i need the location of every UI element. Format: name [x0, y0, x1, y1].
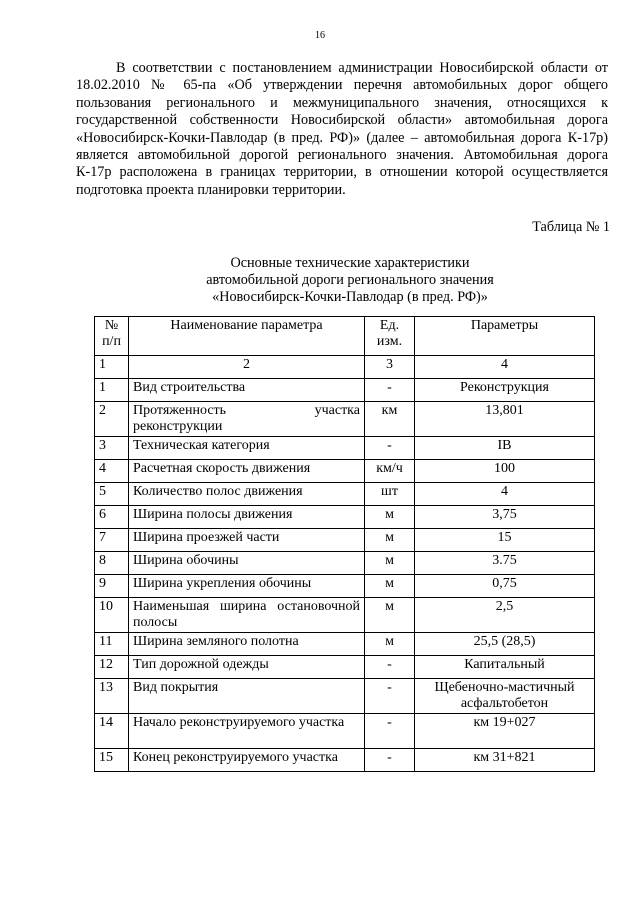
- table-row: [95, 679, 595, 714]
- row-num: 1: [95, 379, 129, 402]
- row-name: Вид строительства: [129, 379, 365, 402]
- row-name: Количество полос движения: [129, 483, 365, 506]
- row-name: Ширина обочины: [129, 552, 365, 575]
- index-cell-1: 1: [95, 356, 129, 379]
- table-row: [95, 529, 595, 552]
- row-num: 10: [95, 598, 129, 633]
- table-caption: [0, 255, 640, 306]
- row-num: 2: [95, 402, 129, 437]
- index-cell-3: 3: [365, 356, 415, 379]
- row-num: 13: [95, 679, 129, 714]
- row-value: 2,5: [415, 598, 595, 633]
- row-num: 6: [95, 506, 129, 529]
- row-value: 13,801: [415, 402, 595, 437]
- caption-line-1: Основные технические характеристики: [230, 255, 470, 271]
- row-num: 5: [95, 483, 129, 506]
- specs-table: [94, 316, 595, 772]
- row-value: 15: [415, 529, 595, 552]
- row-name: Расчетная скорость движения: [129, 460, 365, 483]
- table-row: [95, 483, 595, 506]
- row-name: Начало реконструируемого участка: [129, 714, 365, 749]
- row-value: Реконструкция: [415, 379, 595, 402]
- row-unit: -: [365, 656, 415, 679]
- row-value: 25,5 (28,5): [415, 633, 595, 656]
- table-header-row: [95, 317, 595, 356]
- row-name: Конец реконструируемого участка: [129, 749, 365, 772]
- row-unit: км/ч: [365, 460, 415, 483]
- row-unit: км: [365, 402, 415, 437]
- row-unit: -: [365, 749, 415, 772]
- table-body: [95, 379, 595, 772]
- row-num: 12: [95, 656, 129, 679]
- row-name: Протяженность участка реконструкции: [129, 402, 365, 437]
- row-value: IB: [415, 437, 595, 460]
- row-value: 3.75: [415, 552, 595, 575]
- row-num: 9: [95, 575, 129, 598]
- table-row: [95, 460, 595, 483]
- row-name: Ширина земляного полотна: [129, 633, 365, 656]
- row-name: Вид покрытия: [129, 679, 365, 714]
- row-value: 0,75: [415, 575, 595, 598]
- index-cell-2: 2: [129, 356, 365, 379]
- table-row: [95, 575, 595, 598]
- row-num: 3: [95, 437, 129, 460]
- table-index-row: [95, 356, 595, 379]
- row-unit: -: [365, 437, 415, 460]
- row-num: 7: [95, 529, 129, 552]
- row-num: 11: [95, 633, 129, 656]
- row-unit: -: [365, 379, 415, 402]
- table-row: [95, 379, 595, 402]
- row-value: км 31+821: [415, 749, 595, 772]
- row-num: 15: [95, 749, 129, 772]
- table-row: [95, 437, 595, 460]
- header-num: № п/п: [95, 317, 129, 356]
- table-row: [95, 714, 595, 749]
- table-row: [95, 506, 595, 529]
- header-name: Наименование параметра: [129, 317, 365, 356]
- row-unit: м: [365, 598, 415, 633]
- row-unit: -: [365, 714, 415, 749]
- caption-line-3: «Новосибирск-Кочки-Павлодар (в пред. РФ)»: [212, 289, 488, 305]
- row-unit: м: [365, 633, 415, 656]
- page-number: 16: [315, 30, 325, 41]
- row-value: 100: [415, 460, 595, 483]
- row-value: Капитальный: [415, 656, 595, 679]
- row-name: Ширина полосы движения: [129, 506, 365, 529]
- row-unit: м: [365, 552, 415, 575]
- row-value: Щебеночно-мастичный асфальтобетон: [415, 679, 595, 714]
- row-name: Техническая категория: [129, 437, 365, 460]
- table-label: Таблица № 1: [532, 219, 610, 235]
- body-paragraph: В соответствии с постановлением администрации Новосибирской области от 18.02.2010 № 65-па «Об утверждении перечня автомобильных дорог общего пользования регионального и межмуниципального значения, относящихся к государственной собственности Новосибирской области» автомобильная дорога «Новосибирск-Кочки-Павлодар (в пред. РФ)» (далее – автомобильная дорога К-17р) является автомобильной дорогой регионального значения. Автомобильная дорога К-17р расположена в границах территории, в отношении которой осуществляется подготовка проекта планировки территории.: [76, 60, 608, 198]
- row-value: 3,75: [415, 506, 595, 529]
- table-row: [95, 633, 595, 656]
- row-name: Ширина укрепления обочины: [129, 575, 365, 598]
- row-unit: м: [365, 575, 415, 598]
- row-unit: м: [365, 529, 415, 552]
- row-unit: м: [365, 506, 415, 529]
- index-cell-4: 4: [415, 356, 595, 379]
- row-name: Тип дорожной одежды: [129, 656, 365, 679]
- header-value: Параметры: [415, 317, 595, 356]
- row-num: 8: [95, 552, 129, 575]
- row-name: Наименьшая ширина остановочной полосы: [129, 598, 365, 633]
- row-value: 4: [415, 483, 595, 506]
- table-row: [95, 402, 595, 437]
- header-unit: Ед. изм.: [365, 317, 415, 356]
- row-unit: -: [365, 679, 415, 714]
- row-num: 4: [95, 460, 129, 483]
- table-row: [95, 749, 595, 772]
- row-name: Ширина проезжей части: [129, 529, 365, 552]
- row-unit: шт: [365, 483, 415, 506]
- caption-line-2: автомобильной дороги регионального значения: [206, 272, 494, 288]
- table-row: [95, 656, 595, 679]
- table-row: [95, 552, 595, 575]
- table-row: [95, 598, 595, 633]
- row-num: 14: [95, 714, 129, 749]
- row-value: км 19+027: [415, 714, 595, 749]
